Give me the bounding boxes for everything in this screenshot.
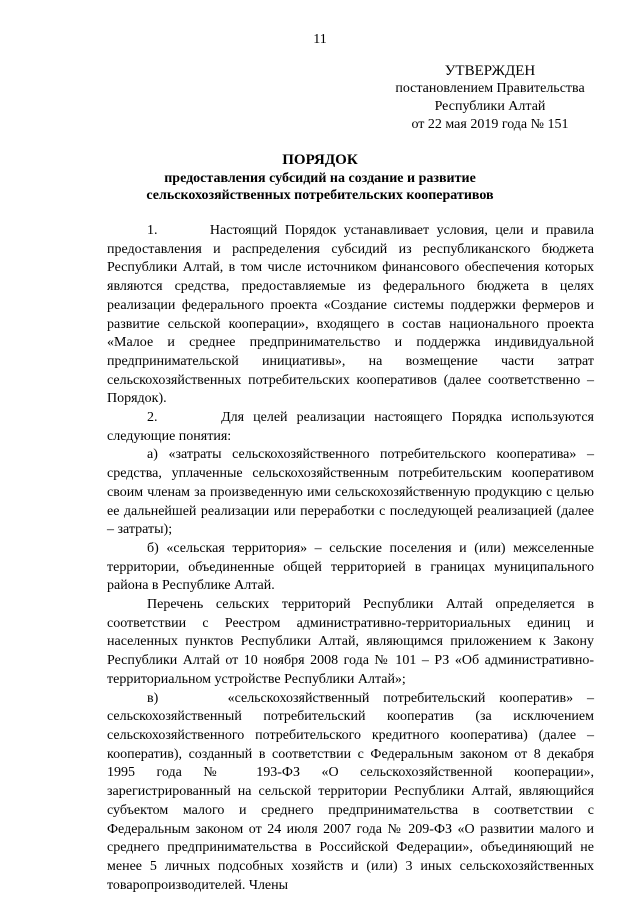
document-body xyxy=(107,222,594,895)
approval-heading: УТВЕРЖДЕН xyxy=(444,63,536,79)
page-number: 11 xyxy=(313,32,327,47)
approval-line-3: от 22 мая 2019 года № 151 xyxy=(411,117,569,132)
paragraph-definition-c: в) «сельскохозяйственный потребительский кооператив» – сельскохозяйственный потребительский кооператив (за исключением сельскохозяйственного потребительского кредитного кооператива) (далее – кооператив), созданный в соответствии с Федеральным законом от 8 декабря 1995 года № 193-ФЗ «О сельскохозяйственной кооперации», зарегистрированный на сельской территории Республики Алтай, являющийся субъектом малого и среднего предпринимательства в соответствии с Федеральным законом от 24 июля 2007 года № 209-ФЗ «О развитии малого и среднего предпринимательства в Российской Федерации», объединяющий не менее 5 личных подсобных хозяйств и (или) 3 иных сельскохозяйственных товаропроизводителей. Члены xyxy=(107,690,594,893)
paragraph-definition-b: б) «сельская территория» – сельские поселения и (или) межселенные территории, объединенные общей территорией в границах муниципального района в Республике Алтай. xyxy=(107,540,594,594)
approval-block xyxy=(370,62,610,134)
title-subtitle-2: сельскохозяйственных потребительских кооперативов xyxy=(146,188,494,203)
paragraph-1: 1. Настоящий Порядок устанавливает условия, цели и правила предоставления и распределения субсидий из республиканского бюджета Республики Алтай, в том числе источником финансового обеспечения которых являются средства, предоставляемые из федерального бюджета в целях реализации федерального проекта «Создание системы поддержки фермеров и развитие сельской кооперации», входящего в состав национального проекта «Малое и среднее предпринимательство и поддержка индивидуальной предпринимательской инициативы», на возмещение части затрат сельскохозяйственных потребительских кооперативов (далее соответственно – Порядок). xyxy=(107,223,594,407)
paragraph-definition-a: а) «затраты сельскохозяйственного потребительского кооператива» – средства, уплаченные сельскохозяйственным потребительским кооперативом своим членам за произведенную ими сельскохозяйственную продукцию с целью ее дальнейшей реализации или переработки с последующей реализацией (далее – затраты); xyxy=(107,447,594,538)
title-subtitle-1: предоставления субсидий на создание и развитие xyxy=(164,171,476,186)
approval-line-2: Республики Алтай xyxy=(434,99,546,114)
document-title xyxy=(0,150,640,204)
paragraph-2: 2. Для целей реализации настоящего Порядка используются следующие понятия: xyxy=(107,410,594,444)
approval-line-1: постановлением Правительства xyxy=(395,81,585,96)
title-main: ПОРЯДОК xyxy=(282,152,358,168)
paragraph-rural-list: Перечень сельских территорий Республики Алтай определяется в соответствии с Реестром административно-территориальных единиц и населенных пунктов Республики Алтай, являющимся приложением к Закону Республики Алтай от 10 ноября 2008 года № 101 – РЗ «Об административно-территориальном устройстве Республики Алтай»; xyxy=(107,597,594,687)
